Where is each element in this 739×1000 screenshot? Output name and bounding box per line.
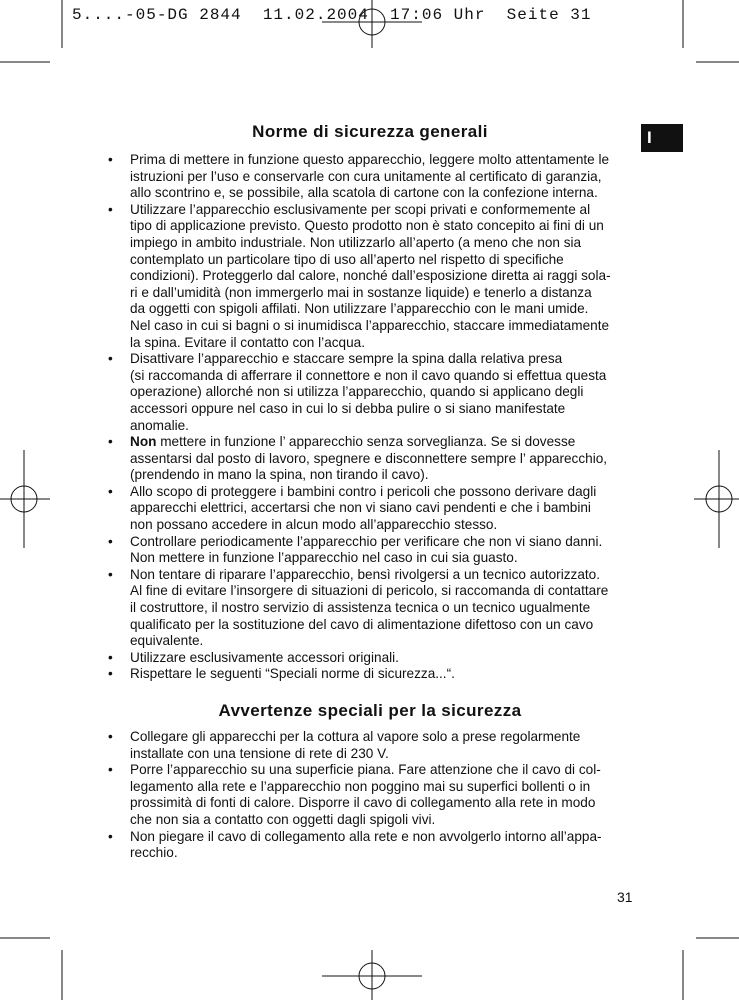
list-item-text: Non tentare di riparare l’apparecchio, bensì rivolgersi a un tecnico autorizzato. Al fine di evitare l’insorgere di situazioni di pericolo, si raccomanda di contattare il costruttore, il nostro servizio di assistenza tecnica o un tecnico ugualmente qualificato per la sostituzione del cavo di alimentazione difettoso con un cavo equivalente. [130,566,609,649]
section-title-general-safety: Norme di sicurezza generali [252,122,488,141]
list-item-text: Non piegare il cavo di collegamento alla rete e non avvolgerlo intorno all’appa- recchio. [130,828,602,861]
bullet-glyph: • [108,201,113,217]
list-item [108,202,636,351]
registration-mark-right [694,450,739,548]
list-item [108,434,636,484]
bullet-glyph: • [108,434,113,450]
list-item-text: Collegare gli apparecchi per la cottura al vapore solo a prese regolarmente installate con una tensione di rete di 230 V. [130,729,581,761]
list-item [108,762,636,828]
section-title-special-safety: Avvertenze speciali per la sicurezza [218,701,522,720]
list-item-text: Utilizzare l’apparecchio esclusivamente per scopi privati e conformemente al tipo di applicazione previsto. Questo prodotto non è stato concepito ai fini di un impiego in ambito industriale. Non utilizzarlo all’aperto (a meno che non sia contemplato un particolare tipo di uso all’aperto nel rispetto di specifiche condizioni). Proteggerlo dal calore, nonché dall’esposizione diretta ai raggi sola- ri e dall’umidità (non immergerlo mai in sostanze liquide) e tenerlo a distanza da oggetti con spigoli affilati. Non utilizzare l’apparecchio con le mani umide. Nel caso in cui si bagni o si inumidisca l’apparecchio, staccare immediatamente la spina. Evitare il contatto con l’acqua. [130,201,611,350]
list-item [108,829,636,862]
list-item [108,351,636,434]
list-item [108,666,636,683]
list-item-text: mettere in funzione l’ apparecchio senza sorveglianza. Se si dovesse assentarsi dal posto di lavoro, spegnere e disconnettere sempre l’ apparecchio, (prendendo in mano la spina, non tirando il cavo). [130,434,608,483]
list-item [108,567,636,650]
bullet-glyph: • [108,729,113,744]
list-item [108,729,636,762]
list-item-text: Utilizzare esclusivamente accessori originali. [130,649,399,665]
list-item-text: Rispettare le seguenti “Speciali norme di sicurezza...“. [130,666,455,682]
print-slug-line: 5....-05-DG 2844 11.02.2004 17:06 Uhr Seite 31 [72,6,592,24]
list-item-text: Controllare periodicamente l’apparecchio per verificare che non vi siano danni. Non mettere in funzione l’apparecchio nel caso in cui sia guasto. [130,533,603,566]
special-safety-list [108,729,636,862]
list-item [108,534,636,567]
list-item-text: Allo scopo di proteggere i bambini contro i pericoli che possono derivare dagli apparecchi elettrici, accertarsi che non vi siano cavi pendenti e che i bambini non possano accedere in alcun modo all’apparecchio stesso. [130,483,597,533]
emphasis-text: Non [130,434,157,450]
bullet-glyph: • [108,152,113,167]
registration-mark-bottom [322,950,422,1000]
language-tab: I [641,124,683,152]
list-item-text: Prima di mettere in funzione questo apparecchio, leggere molto attentamente le istruzioni per l’uso e conservarle con cura unitamente al certificato di garanzia, allo scontrino e, se possibile, alla scatola di cartone con la confezione interna. [130,152,610,201]
bullet-glyph: • [108,666,113,682]
list-item [108,484,636,534]
bullet-glyph: • [108,483,113,499]
registration-mark-left [0,450,50,548]
bullet-glyph: • [108,649,113,665]
general-safety-list [108,152,636,683]
list-item-text: Disattivare l’apparecchio e staccare sempre la spina dalla relativa presa (si raccomanda di afferrare il connettore e non il cavo quando si effettua questa operazione) allorché non si utilizza l’apparecchio, quando si applicano degli accessori oppure nel caso in cui lo si debba pulire o si siano manifestate anomalie. [130,351,607,433]
bullet-glyph: • [108,533,113,549]
bullet-glyph: • [108,351,113,367]
list-item-text: Porre l’apparecchio su una superficie piana. Fare attenzione che il cavo di col- legamento alla rete e l’apparecchio non poggino mai su superfici bollenti o in prossimità di fonti di calore. Disporre il cavo di collegamento alla rete in modo che non sia a contatto con oggetti dagli spigoli vivi. [130,762,601,827]
page-number: 31 [617,889,633,905]
bullet-glyph: • [108,828,113,844]
bullet-glyph: • [108,762,113,778]
bullet-glyph: • [108,566,113,582]
list-item [108,152,636,202]
list-item [108,650,636,667]
